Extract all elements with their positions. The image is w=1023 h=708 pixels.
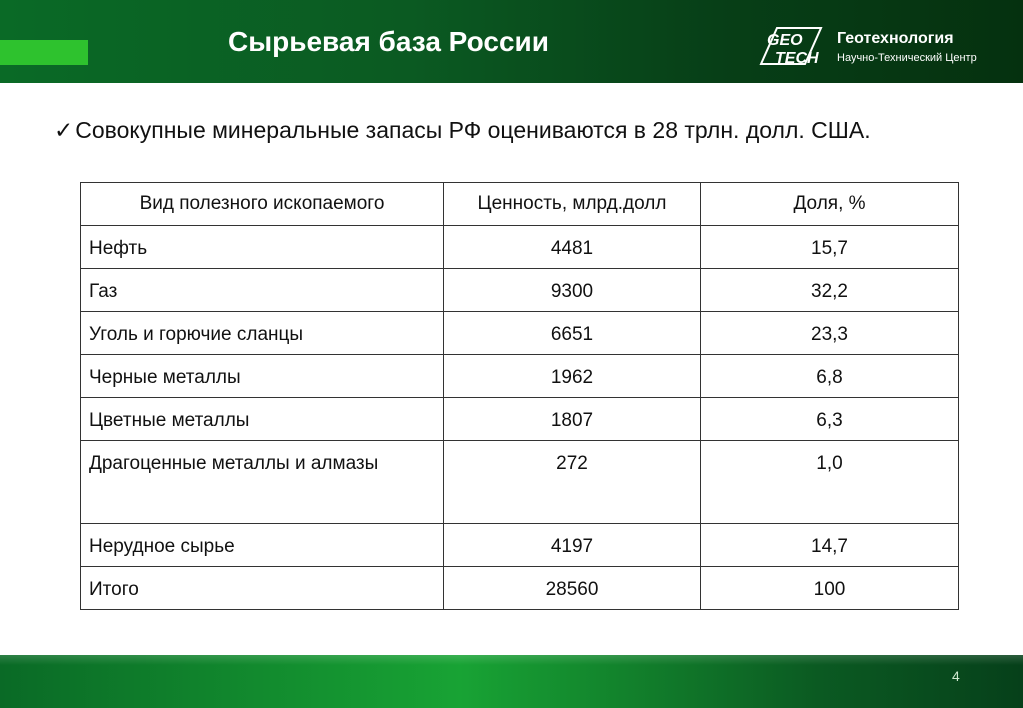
brand-subtitle: Научно-Технический Центр xyxy=(837,52,977,64)
table-row xyxy=(81,441,959,524)
column-header-type: Вид полезного ископаемого xyxy=(81,183,444,226)
table-header-row xyxy=(81,183,959,226)
svg-text:GEO: GEO xyxy=(767,32,803,49)
cell-mineral-name: Черные металлы xyxy=(81,355,444,398)
table-row xyxy=(81,226,959,269)
cell-value: 9300 xyxy=(444,269,701,312)
cell-share: 32,2 xyxy=(701,269,959,312)
cell-value: 4481 xyxy=(444,226,701,269)
cell-total-label: Итого xyxy=(81,567,444,610)
cell-mineral-name: Уголь и горючие сланцы xyxy=(81,312,444,355)
footer-highlight xyxy=(0,655,1023,665)
brand-name: Геотехнология xyxy=(837,30,954,47)
intro-text: Совокупные минеральные запасы РФ оцениваются в 28 трлн. долл. США. xyxy=(75,117,871,143)
table-row xyxy=(81,355,959,398)
table-row xyxy=(81,269,959,312)
intro-statement xyxy=(54,117,871,144)
cell-value: 1962 xyxy=(444,355,701,398)
cell-share: 6,8 xyxy=(701,355,959,398)
cell-mineral-name: Нефть xyxy=(81,226,444,269)
cell-share: 14,7 xyxy=(701,524,959,567)
table-row xyxy=(81,524,959,567)
geotech-logo-icon xyxy=(757,24,829,70)
cell-value: 6651 xyxy=(444,312,701,355)
cell-mineral-name: Газ xyxy=(81,269,444,312)
cell-value: 4197 xyxy=(444,524,701,567)
header-accent-bar xyxy=(0,40,88,65)
table-row xyxy=(81,312,959,355)
page-number: 4 xyxy=(952,668,960,684)
cell-value: 272 xyxy=(444,441,701,524)
column-header-share: Доля, % xyxy=(701,183,959,226)
cell-share: 6,3 xyxy=(701,398,959,441)
table-total-row xyxy=(81,567,959,610)
slide-title: Сырьевая база России xyxy=(228,26,549,57)
column-header-value: Ценность, млрд.долл xyxy=(444,183,701,226)
cell-share: 23,3 xyxy=(701,312,959,355)
cell-mineral-name: Цветные металлы xyxy=(81,398,444,441)
svg-text:TECH: TECH xyxy=(775,50,819,67)
cell-share: 15,7 xyxy=(701,226,959,269)
checkmark-icon: ✓ xyxy=(54,117,74,143)
mineral-reserves-table xyxy=(80,182,959,610)
cell-total-share: 100 xyxy=(701,567,959,610)
cell-value: 1807 xyxy=(444,398,701,441)
table-row xyxy=(81,398,959,441)
cell-mineral-name: Драгоценные металлы и алмазы xyxy=(81,441,444,524)
cell-share: 1,0 xyxy=(701,441,959,524)
cell-total-value: 28560 xyxy=(444,567,701,610)
cell-mineral-name: Нерудное сырье xyxy=(81,524,444,567)
